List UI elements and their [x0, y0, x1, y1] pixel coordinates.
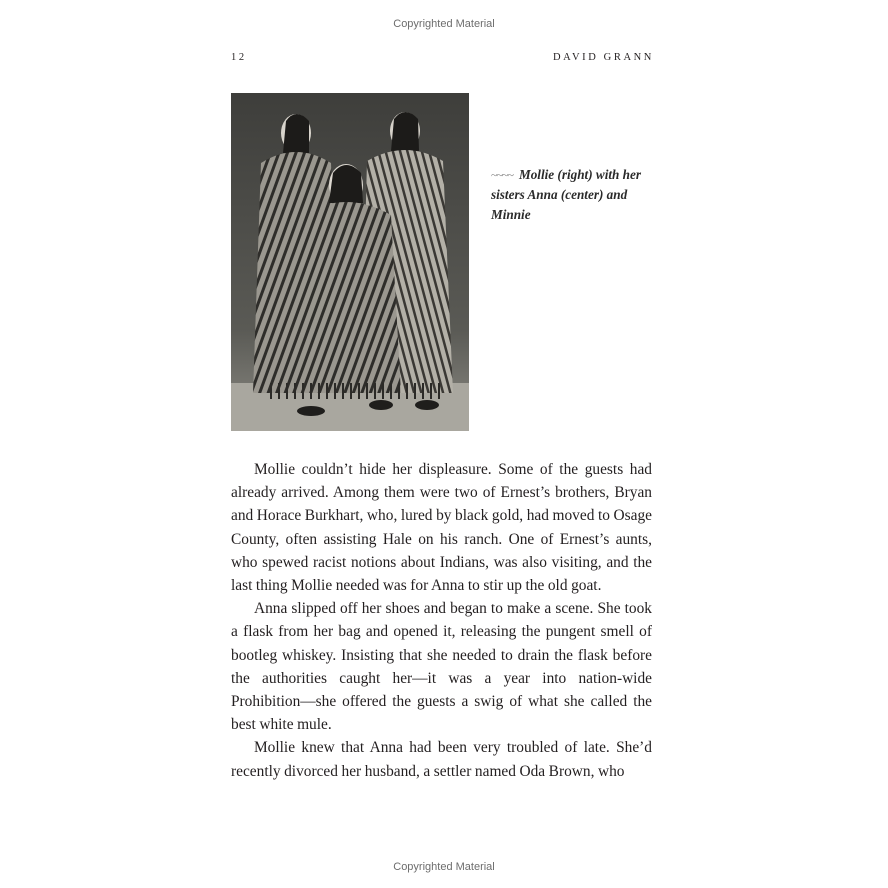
caption-text: Mollie (right) with her sisters Anna (center) and Minnie [491, 167, 641, 222]
photograph-of-three-women-icon [231, 93, 469, 431]
copyright-watermark-bottom: Copyrighted Material [393, 861, 495, 873]
running-head [231, 52, 652, 66]
page-number: 12 [231, 52, 247, 63]
paragraph-2: Anna slipped off her shoes and began to make a scene. She took a flask from her bag and opened it, releasing the pungent smell of bootleg whiskey. Insisting that she needed to drain the flask before the authorities caught her—it was a year into nation-wide Prohibition—she offered the guests a swig of what she called the best white mule. [231, 600, 652, 734]
running-head-author: DAVID GRANN [552, 52, 654, 63]
paragraph-3: Mollie knew that Anna had been very troubled of late. She’d recently divorced her husband, a settler named Oda Brown, who [231, 739, 652, 780]
copyright-watermark-top: Copyrighted Material [393, 18, 495, 30]
paragraph-1: Mollie couldn’t hide her displeasure. Some of the guests had already arrived. Among them were two of Ernest’s brothers, Bryan and Horace Burkhart, who, lured by black gold, had moved to Osage County, often assisting Hale on his ranch. One of Ernest’s aunts, who spewed racist notions about Indians, was also visiting, and the last thing Mollie needed was for Anna to stir up the old goat. [231, 461, 652, 595]
historical-photo [231, 93, 469, 431]
photo-caption [491, 165, 651, 224]
caption-ornament: ~~~~ [491, 168, 513, 182]
body-text [231, 458, 652, 783]
